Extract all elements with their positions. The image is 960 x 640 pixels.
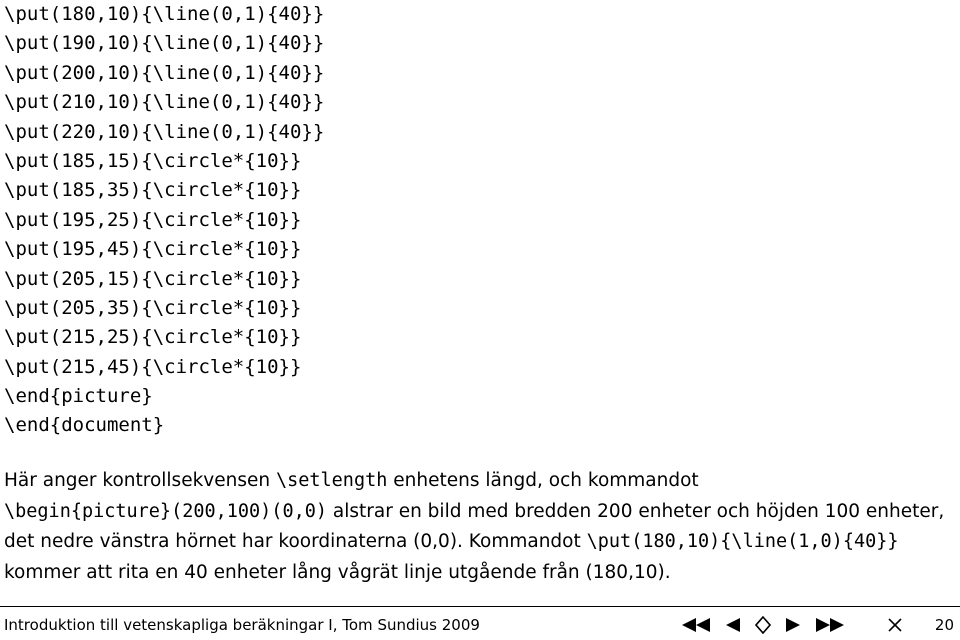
inline-code: \put(180,10){\line(1,0){40}} <box>586 531 899 552</box>
code-line: \put(180,10){\line(0,1){40}} <box>4 3 325 25</box>
code-line: \end{picture} <box>4 385 153 408</box>
code-line: \put(210,10){\line(0,1){40}} <box>4 91 325 114</box>
text-run: Här anger kontrollsekvensen <box>4 470 276 491</box>
text-run: alstrar en bild med bredden 200 enheter och höjden 100 enheter, <box>327 500 945 522</box>
next-page-icon[interactable] <box>785 617 801 633</box>
inline-code: \begin{picture}(200,100)(0,0) <box>4 500 328 522</box>
code-line: \put(190,10){\line(0,1){40}} <box>4 32 325 55</box>
page-number: 20 <box>934 616 954 634</box>
text-run: enhetens längd, och kommandot <box>387 470 699 491</box>
code-line: \put(215,25){\circle*{10}} <box>4 326 302 349</box>
code-line: \put(195,45){\circle*{10}} <box>4 238 302 261</box>
slide-footer <box>4 612 954 638</box>
text-run: det nedre vänstra hörnet har koordinaterna (0,0). Kommandot <box>4 531 587 552</box>
footer-divider <box>0 606 960 607</box>
paragraph-line-3 <box>4 527 954 558</box>
code-line: \put(185,15){\circle*{10}} <box>4 149 302 172</box>
code-line: \put(205,35){\circle*{10}} <box>4 296 302 319</box>
code-line: \put(220,10){\line(0,1){40}} <box>4 120 325 143</box>
code-line: \end{document} <box>4 414 165 437</box>
paragraph-line-4 <box>4 558 954 589</box>
previous-page-icon[interactable] <box>725 617 741 633</box>
explanation-paragraph <box>4 466 954 588</box>
footer-title: Introduktion till vetenskapliga beräkningar I, Tom Sundius 2009 <box>4 616 480 634</box>
close-icon[interactable] <box>887 617 903 633</box>
text-run: kommer att rita en 40 enheter lång vågrät linje utgående från (180,10). <box>4 561 671 583</box>
last-page-icon[interactable] <box>815 617 845 633</box>
first-page-icon[interactable] <box>681 617 711 633</box>
code-line: \put(195,25){\circle*{10}} <box>4 208 302 231</box>
paragraph-line-2 <box>4 497 954 528</box>
code-line: \put(205,15){\circle*{10}} <box>4 267 302 290</box>
navigation-controls <box>681 616 954 634</box>
inline-code: \setlength <box>275 470 388 491</box>
paragraph-line-1 <box>4 466 954 497</box>
code-line: \put(200,10){\line(0,1){40}} <box>4 61 325 84</box>
code-listing <box>4 0 324 441</box>
code-line: \put(215,45){\circle*{10}} <box>4 355 302 378</box>
back-icon[interactable] <box>755 616 771 634</box>
code-line: \put(185,35){\circle*{10}} <box>4 179 302 202</box>
